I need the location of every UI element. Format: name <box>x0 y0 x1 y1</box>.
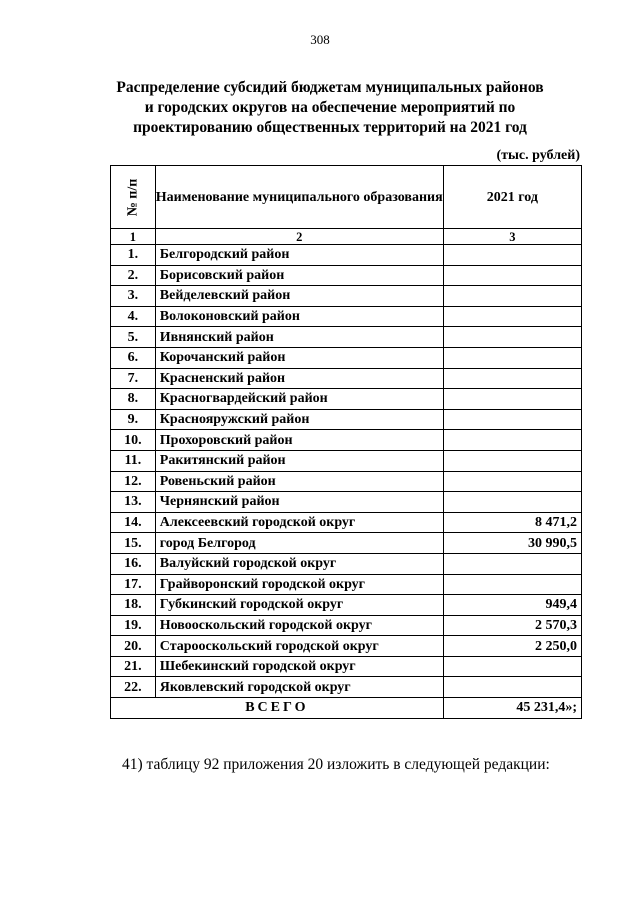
header-name: Наименование муниципального образования <box>155 166 443 229</box>
row-value <box>443 677 581 698</box>
table-row <box>111 553 582 574</box>
table-row <box>111 347 582 368</box>
row-municipality: Волоконовский район <box>155 306 443 327</box>
header-num: № п/п <box>111 166 156 229</box>
row-municipality: Яковлевский городской округ <box>155 677 443 698</box>
table-row <box>111 595 582 616</box>
row-municipality: Валуйский городской округ <box>155 553 443 574</box>
table-row <box>111 245 582 266</box>
row-number: 9. <box>111 409 156 430</box>
row-number: 19. <box>111 615 156 636</box>
row-municipality: Красногвардейский район <box>155 389 443 410</box>
row-value <box>443 430 581 451</box>
table-row <box>111 306 582 327</box>
row-municipality: Борисовский район <box>155 265 443 286</box>
row-number: 5. <box>111 327 156 348</box>
table-row <box>111 574 582 595</box>
document-title <box>100 78 560 138</box>
row-value: 30 990,5 <box>443 533 581 554</box>
row-municipality: Алексеевский городской округ <box>155 512 443 533</box>
table-row <box>111 615 582 636</box>
row-value <box>443 245 581 266</box>
title-line-3: проектированию общественных территорий на 2021 год <box>133 119 527 136</box>
table-row <box>111 265 582 286</box>
page-number: 308 <box>310 32 330 47</box>
row-number: 4. <box>111 306 156 327</box>
table-row <box>111 327 582 348</box>
row-number: 3. <box>111 286 156 307</box>
table-body <box>111 245 582 698</box>
total-label: ВСЕГО <box>111 698 444 719</box>
row-number: 16. <box>111 553 156 574</box>
row-number: 22. <box>111 677 156 698</box>
row-value: 2 250,0 <box>443 636 581 657</box>
row-municipality: Краснояружский район <box>155 409 443 430</box>
row-number: 11. <box>111 450 156 471</box>
row-municipality: город Белгород <box>155 533 443 554</box>
row-value <box>443 347 581 368</box>
table-row <box>111 409 582 430</box>
header-year: 2021 год <box>443 166 581 229</box>
row-number: 13. <box>111 492 156 513</box>
row-municipality: Старооскольский городской округ <box>155 636 443 657</box>
row-value <box>443 656 581 677</box>
row-value <box>443 409 581 430</box>
row-municipality: Белгородский район <box>155 245 443 266</box>
table-row <box>111 450 582 471</box>
row-value <box>443 553 581 574</box>
row-municipality: Ивнянский район <box>155 327 443 348</box>
row-number: 7. <box>111 368 156 389</box>
units-label: (тыс. рублей) <box>496 148 580 163</box>
row-value <box>443 306 581 327</box>
index-cell: 1 <box>111 229 156 245</box>
table-row <box>111 677 582 698</box>
row-number: 8. <box>111 389 156 410</box>
row-municipality: Ракитянский район <box>155 450 443 471</box>
row-number: 20. <box>111 636 156 657</box>
table-row <box>111 636 582 657</box>
title-line-1: Распределение субсидий бюджетам муниципальных районов <box>116 79 544 96</box>
table-row <box>111 389 582 410</box>
title-line-2: и городских округов на обеспечение мероприятий по <box>144 99 516 116</box>
row-municipality: Шебекинский городской округ <box>155 656 443 677</box>
index-cell: 2 <box>155 229 443 245</box>
row-value <box>443 265 581 286</box>
table-row <box>111 368 582 389</box>
row-value: 8 471,2 <box>443 512 581 533</box>
table-row <box>111 286 582 307</box>
total-row <box>111 698 582 719</box>
total-value: 45 231,4»; <box>443 698 581 719</box>
table-index-row <box>111 229 582 245</box>
table-row <box>111 656 582 677</box>
row-number: 10. <box>111 430 156 451</box>
row-number: 2. <box>111 265 156 286</box>
footer-instruction: 41) таблицу 92 приложения 20 изложить в следующей редакции: <box>122 756 550 773</box>
row-value <box>443 574 581 595</box>
table-row <box>111 492 582 513</box>
row-value <box>443 327 581 348</box>
row-value <box>443 492 581 513</box>
row-value <box>443 389 581 410</box>
row-municipality: Грайворонский городской округ <box>155 574 443 595</box>
row-value <box>443 368 581 389</box>
row-municipality: Губкинский городской округ <box>155 595 443 616</box>
row-value <box>443 286 581 307</box>
row-number: 12. <box>111 471 156 492</box>
row-number: 15. <box>111 533 156 554</box>
row-municipality: Новооскольский городской округ <box>155 615 443 636</box>
row-municipality: Красненский район <box>155 368 443 389</box>
index-cell: 3 <box>443 229 581 245</box>
row-value: 949,4 <box>443 595 581 616</box>
subsidy-table <box>110 165 582 719</box>
row-number: 1. <box>111 245 156 266</box>
row-municipality: Вейделевский район <box>155 286 443 307</box>
table-row <box>111 471 582 492</box>
table-row <box>111 533 582 554</box>
table-header-row <box>111 166 582 229</box>
row-municipality: Корочанский район <box>155 347 443 368</box>
table-row <box>111 512 582 533</box>
row-number: 17. <box>111 574 156 595</box>
table-row <box>111 430 582 451</box>
row-number: 14. <box>111 512 156 533</box>
row-value <box>443 450 581 471</box>
row-number: 6. <box>111 347 156 368</box>
row-municipality: Прохоровский район <box>155 430 443 451</box>
row-number: 18. <box>111 595 156 616</box>
row-value <box>443 471 581 492</box>
row-municipality: Чернянский район <box>155 492 443 513</box>
row-municipality: Ровеньский район <box>155 471 443 492</box>
row-value: 2 570,3 <box>443 615 581 636</box>
row-number: 21. <box>111 656 156 677</box>
